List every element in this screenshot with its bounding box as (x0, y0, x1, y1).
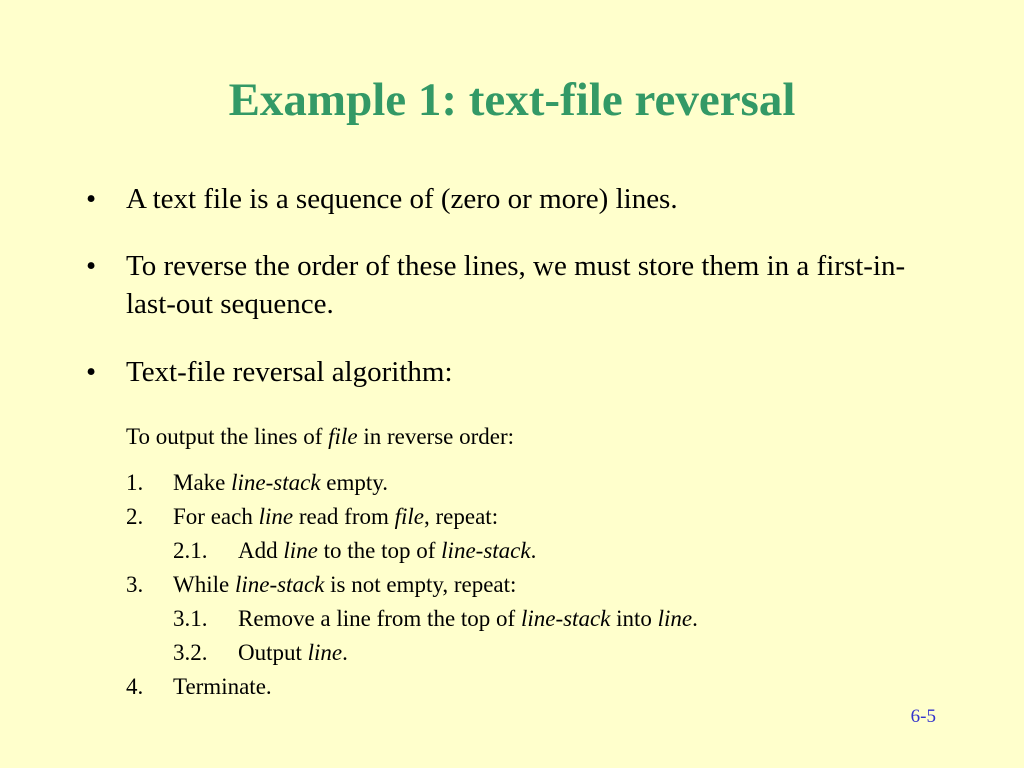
bullet-icon: • (86, 250, 97, 282)
step-text-part: For each (173, 504, 259, 529)
bullet-item (86, 180, 946, 218)
step-text (173, 568, 516, 602)
step-number: 4. (126, 674, 144, 699)
step-text-part: Output (238, 640, 308, 665)
step-text-part: . (342, 640, 348, 665)
bullet-text: A text file is a sequence of (zero or more) lines. (126, 183, 678, 215)
step-text-part: Add (238, 538, 284, 563)
bullet-item (86, 353, 946, 391)
algorithm-intro (126, 420, 514, 454)
step-text (238, 636, 348, 670)
step-text-part: to the top of (317, 538, 442, 563)
step-term: line (307, 640, 343, 665)
step-term: line-stack (231, 470, 321, 495)
bullet-text: Text-file reversal algorithm: (126, 356, 453, 388)
step-term: line-stack (441, 538, 531, 563)
step-text (238, 534, 536, 568)
bullet-icon: • (86, 356, 97, 388)
step-text-part: is not empty, repeat: (324, 572, 517, 597)
step-text-part: empty. (320, 470, 389, 495)
step-text-part: . (530, 538, 537, 563)
step-number: 3.2. (173, 640, 208, 665)
step-term: file (394, 504, 425, 529)
intro-emphasis: file (328, 424, 358, 449)
step-text-part: , repeat: (424, 504, 499, 529)
step-term: line (258, 504, 294, 529)
intro-text: in reverse order: (357, 424, 515, 449)
step-text (173, 670, 272, 704)
step-text-part: . (692, 606, 698, 631)
step-text-part: While (173, 572, 235, 597)
slide-title: Example 1: text-file reversal (228, 74, 796, 126)
step-text-part: Remove a line from the top of (238, 606, 521, 631)
step-text-part: into (610, 606, 658, 631)
step-number: 3. (126, 572, 144, 597)
bullet-icon: • (86, 183, 97, 215)
step-term: line-stack (520, 606, 611, 631)
step-number: 2.1. (173, 538, 208, 563)
step-text-part: Terminate. (173, 674, 272, 699)
step-term: line (657, 606, 693, 631)
step-text (173, 466, 388, 500)
step-text-part: read from (293, 504, 395, 529)
intro-text: To output the lines of (126, 424, 329, 449)
bullet-text: To reverse the order of these lines, we must store them in a first-in-last-out sequence. (126, 250, 906, 320)
step-text-part: Make (173, 470, 232, 495)
step-number: 3.1. (173, 606, 208, 631)
step-number: 1. (126, 470, 144, 495)
bullet-item (86, 247, 946, 323)
step-term: line (283, 538, 318, 563)
step-text (238, 602, 698, 636)
step-number: 2. (126, 504, 144, 529)
step-text (173, 500, 498, 534)
step-term: line-stack (234, 572, 325, 597)
page-number: 6-5 (910, 706, 936, 727)
